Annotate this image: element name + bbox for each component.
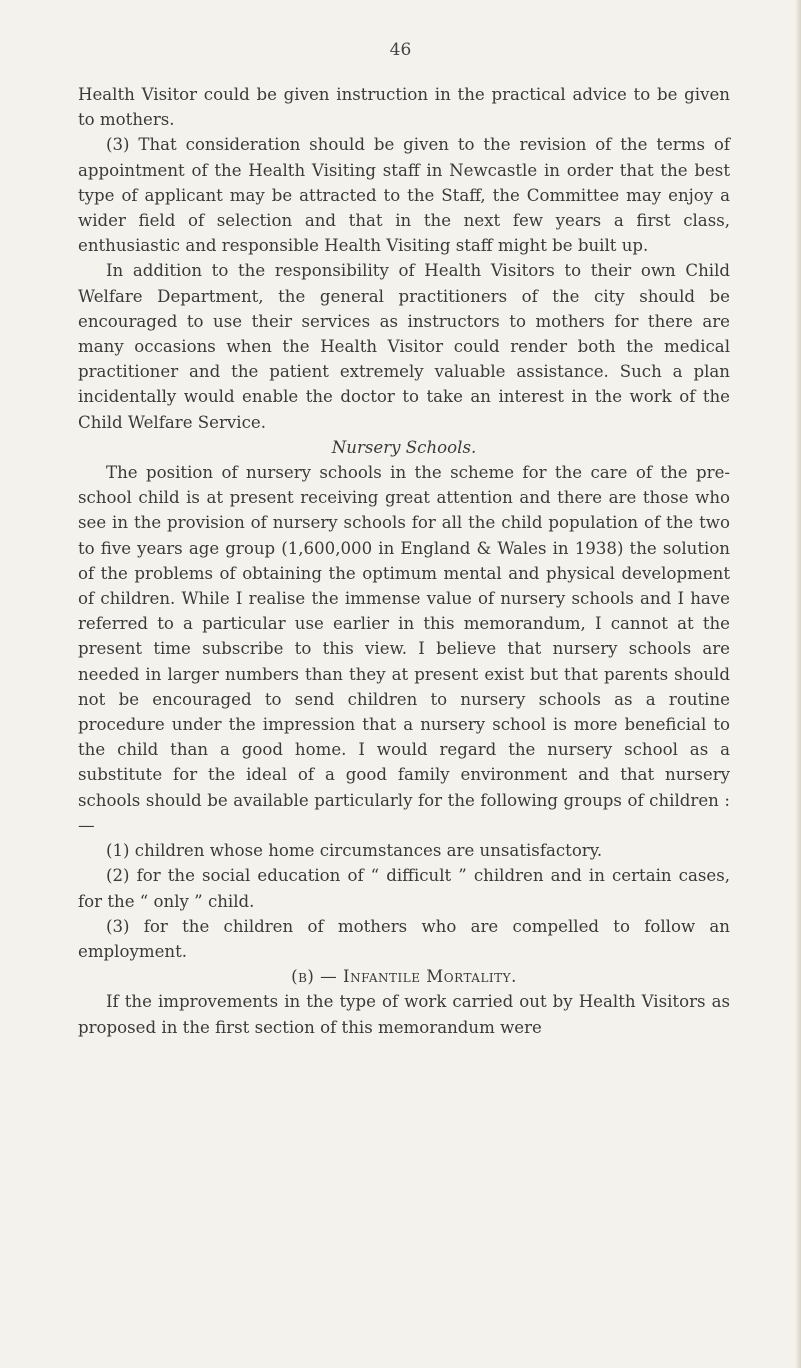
- paragraph-continuation: Health Visitor could be given instruction in the practical advice to be given to mothers.: [78, 85, 730, 130]
- page-edge-shadow: [795, 0, 801, 1368]
- list-item-2: (2) for the social education of “ difficult ” children and in certain cases, for the “ only ” child.: [78, 866, 730, 911]
- list-item-1: (1) children whose home circumstances are unsatisfactory.: [106, 841, 603, 861]
- list-item-3: (3) for the children of mothers who are compelled to follow an employment.: [78, 916, 730, 961]
- page-body: [78, 82, 730, 1040]
- heading-text: (b) — Infantile Mortality.: [291, 967, 517, 987]
- paragraph-infantile-mortality: If the improvements in the type of work carried out by Health Visitors as proposed in the first section of this memorandum were: [78, 992, 730, 1037]
- paragraph-health-visitors: In addition to the responsibility of Health Visitors to their own Child Welfare Department, the general practitioners of the city should be encouraged to use their services as instructors to mothers for there are many occasions when the Health Visitor could render both the medical practitioner and the patient extremely valuable assistance. Such a plan incidentally would enable the doctor to take an interest in the work of the Child Welfare Service.: [78, 261, 730, 432]
- paragraph-item-3-terms: (3) That consideration should be given to the revision of the terms of appointment of the Health Visiting staff in Newcastle in order that the best type of applicant may be attracted to the Staff, the Committee may enjoy a wider field of selection and that in the next few years a first class, enthusiastic and responsible Health Visiting staff might be built up.: [78, 135, 730, 256]
- section-heading-nursery-schools: Nursery Schools.: [331, 437, 477, 457]
- page-number: 46: [389, 40, 412, 60]
- paragraph-nursery-schools: The position of nursery schools in the scheme for the care of the pre-school child is at present receiving great attention and there are those who see in the provision of nursery schools for all the child population of the two to five years age group (1,600,000 in England & Wales in 1938) the solution of the problems of obtaining the optimum mental and physical development of children. While I realise the immense value of nursery schools and I have referred to a particular use earlier in this memorandum, I cannot at the present time subscribe to this view. I believe that nursery schools are needed in larger numbers than they at present exist but that parents should not be encouraged to send children to nursery schools as a routine procedure under the impression that a nursery school is more beneficial to the child than a good home. I would regard the nursery school as a substitute for the ideal of a good family environment and that nursery schools should be available particularly for the following groups of children :—: [78, 463, 730, 835]
- section-heading-infantile-mortality: [78, 964, 730, 989]
